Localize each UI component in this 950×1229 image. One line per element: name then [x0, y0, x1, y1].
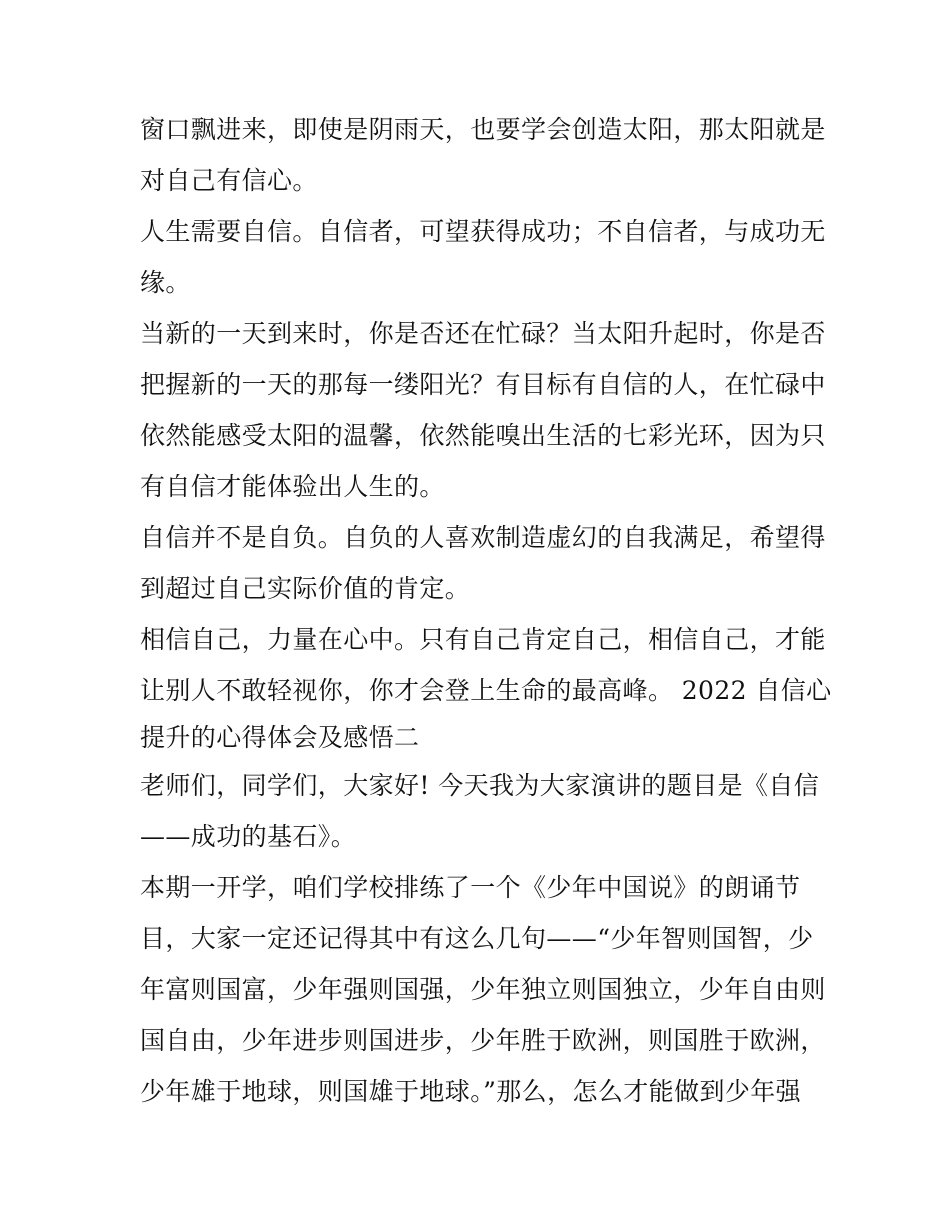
text-line: 自信并不是自负。自负的人喜欢制造虚幻的自我满足，希望得 — [140, 523, 826, 552]
text-line: 相信自己，力量在心中。只有自己肯定自己，相信自己，才能 — [140, 625, 826, 654]
text-line: 提升的心得体会及感悟二 — [140, 723, 420, 752]
text-line: 本期一开学，咱们学校排练了一个《少年中国说》的朗诵节 — [140, 873, 801, 902]
text-line: 人生需要自信。自信者，可望获得成功；不自信者，与成功无 — [140, 217, 826, 246]
text-line: 窗口飘进来，即使是阴雨天，也要学会创造太阳，那太阳就是 — [140, 115, 826, 144]
text-line: 对自己有信心。 — [140, 166, 318, 195]
text-line: ——成功的基石》。 — [140, 822, 357, 851]
text-line: 国自由，少年进步则国进步，少年胜于欧洲，则国胜于欧洲， — [140, 1026, 826, 1055]
text-line: 年富则国富，少年强则国强，少年独立则国独立，少年自由则 — [140, 975, 826, 1004]
text-line: 依然能感受太阳的温馨，依然能嗅出生活的七彩光环，因为只 — [140, 421, 826, 450]
document-body — [140, 104, 832, 1117]
text-line: 目，大家一定还记得其中有这么几句——“少年智则国智，少 — [140, 924, 814, 953]
text-line: 老师们，同学们，大家好! 今天我为大家演讲的题目是《自信 — [140, 771, 820, 800]
text-line: 当新的一天到来时，你是否还在忙碌？当太阳升起时，你是否 — [140, 319, 826, 348]
text-line: 到超过自己实际价值的肯定。 — [140, 574, 471, 603]
text-line: 让别人不敢轻视你，你才会登上生命的最高峰。 2022 自信心 — [140, 676, 832, 705]
text-line: 有自信才能体验出人生的。 — [140, 472, 445, 501]
text-line: 少年雄于地球，则国雄于地球。”那么，怎么才能做到少年强 — [140, 1077, 802, 1106]
text-line: 缘。 — [140, 268, 191, 297]
text-line: 把握新的一天的那每一缕阳光？有目标有自信的人，在忙碌中 — [140, 370, 826, 399]
